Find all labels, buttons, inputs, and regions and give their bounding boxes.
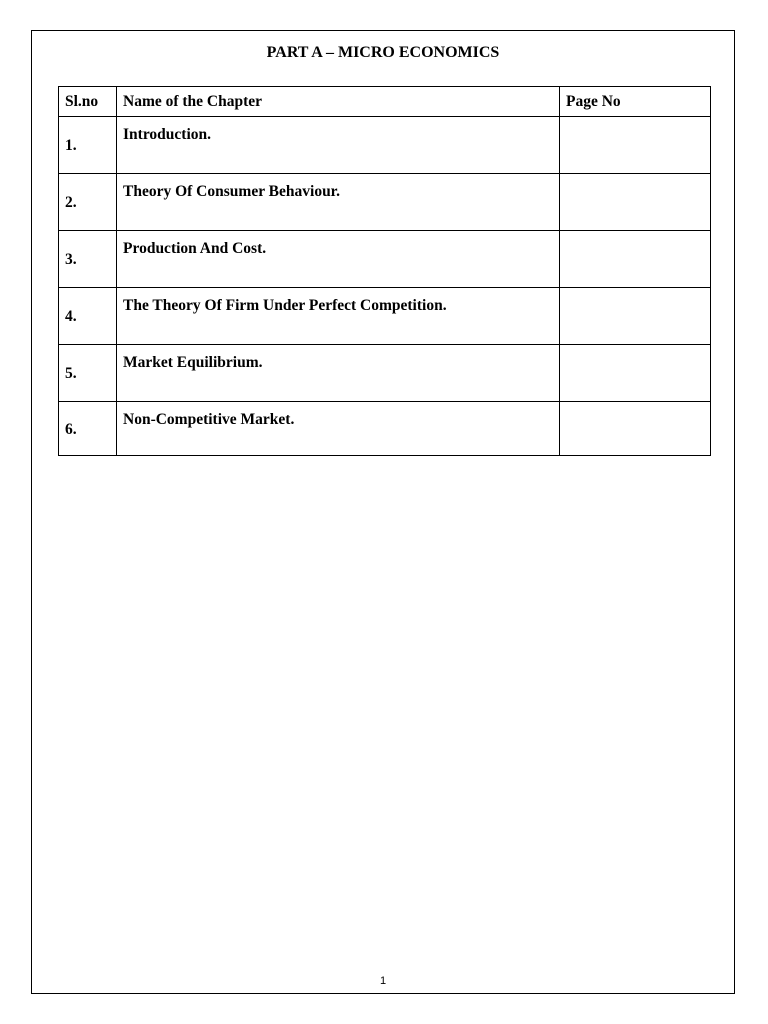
row-page-no xyxy=(560,288,711,345)
table-row xyxy=(59,231,711,288)
row-sl-no: 3. xyxy=(59,231,117,288)
table-row xyxy=(59,345,711,402)
row-page-no xyxy=(560,402,711,456)
table-row xyxy=(59,288,711,345)
row-page-no xyxy=(560,345,711,402)
row-page-no xyxy=(560,231,711,288)
row-chapter-name: The Theory Of Firm Under Perfect Competition. xyxy=(117,288,560,345)
row-chapter-name: Production And Cost. xyxy=(117,231,560,288)
table-header-row xyxy=(59,87,711,117)
chapter-table xyxy=(58,86,711,456)
table-row xyxy=(59,117,711,174)
table-row xyxy=(59,402,711,456)
page-title: PART A – MICRO ECONOMICS xyxy=(266,44,500,61)
row-chapter-name: Theory Of Consumer Behaviour. xyxy=(117,174,560,231)
row-sl-no: 4. xyxy=(59,288,117,345)
row-chapter-name: Introduction. xyxy=(117,117,560,174)
header-sl-no: Sl.no xyxy=(59,87,117,117)
row-sl-no: 1. xyxy=(59,117,117,174)
page-number: 1 xyxy=(379,975,387,987)
row-sl-no: 5. xyxy=(59,345,117,402)
table-row xyxy=(59,174,711,231)
row-chapter-name: Market Equilibrium. xyxy=(117,345,560,402)
header-chapter-name: Name of the Chapter xyxy=(117,87,560,117)
row-sl-no: 6. xyxy=(59,402,117,456)
row-page-no xyxy=(560,174,711,231)
row-page-no xyxy=(560,117,711,174)
row-sl-no: 2. xyxy=(59,174,117,231)
header-page-no: Page No xyxy=(560,87,711,117)
row-chapter-name: Non-Competitive Market. xyxy=(117,402,560,456)
